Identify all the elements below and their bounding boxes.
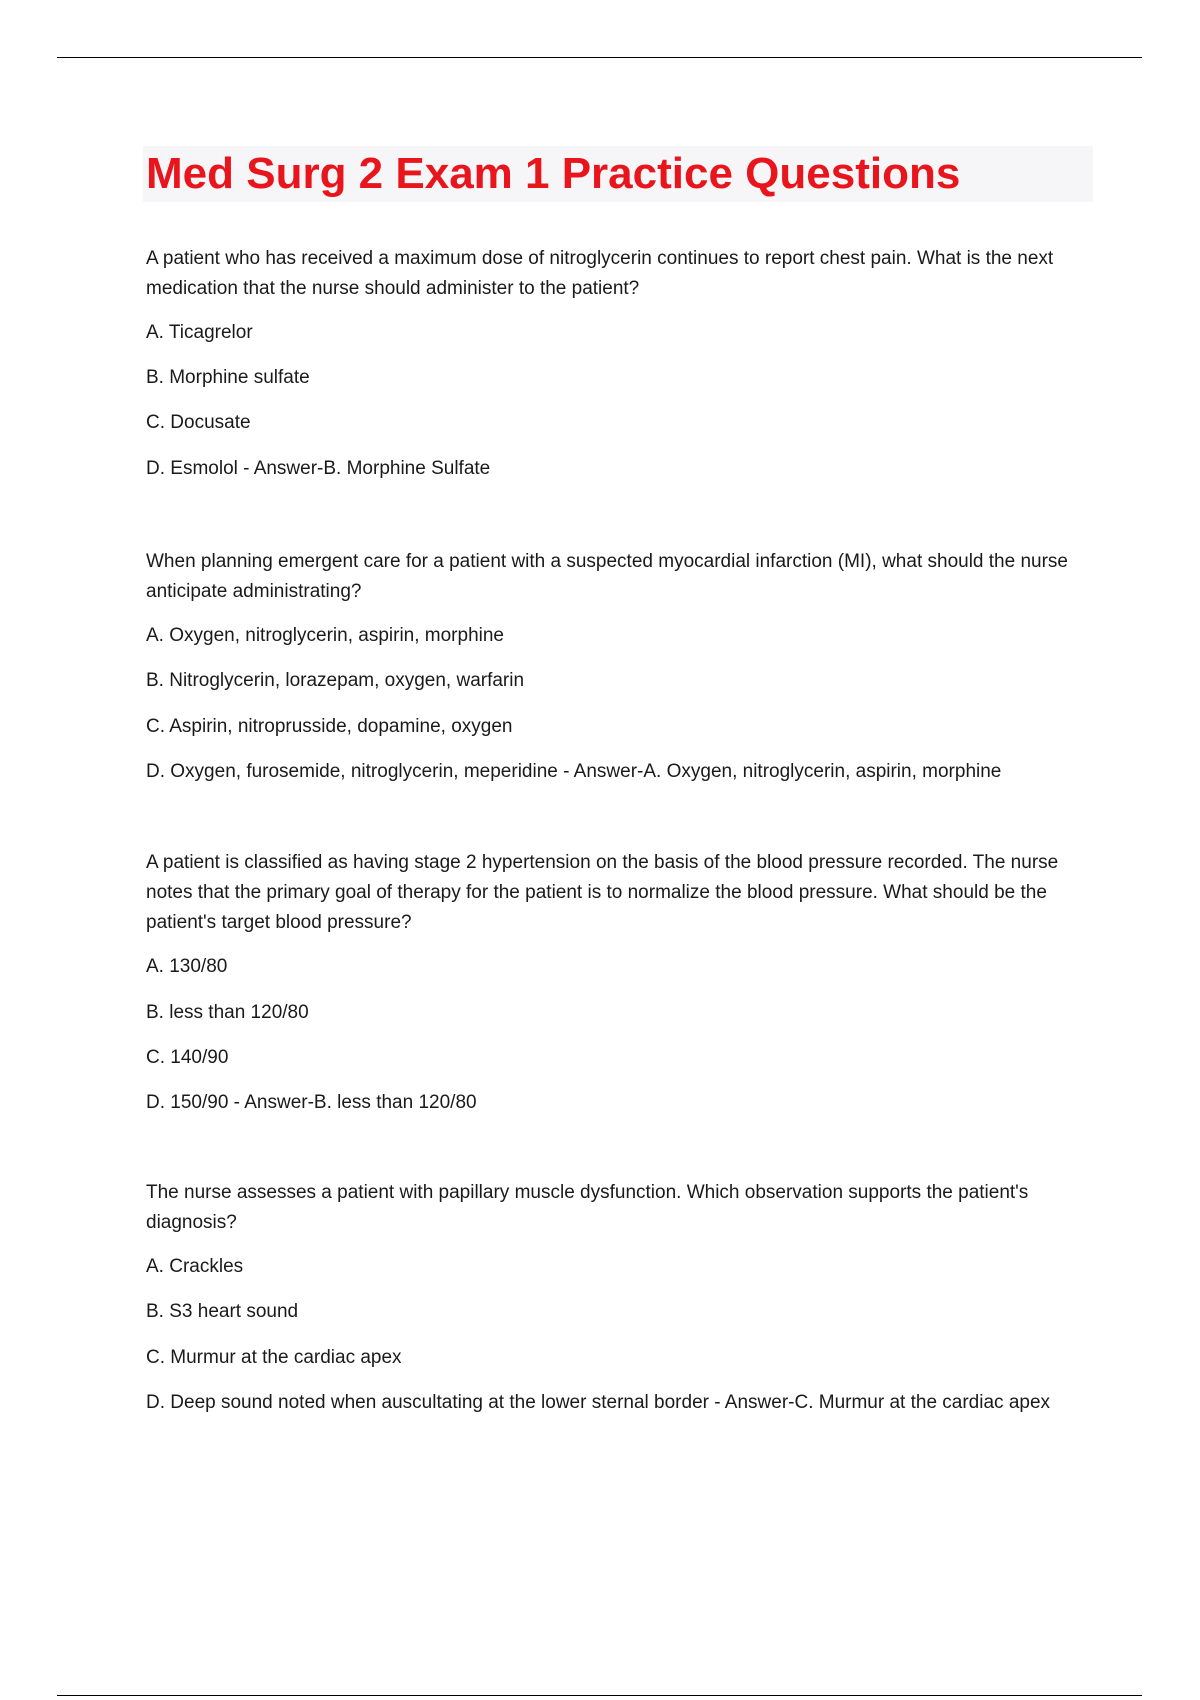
question-2-option-d-answer: D. Oxygen, furosemide, nitroglycerin, meperidine - Answer-A. Oxygen, nitroglycerin, aspirin, morphine	[146, 761, 1002, 782]
question-3-option-b: B. less than 120/80	[146, 1002, 309, 1023]
question-2-option-b: B. Nitroglycerin, lorazepam, oxygen, warfarin	[146, 670, 525, 691]
question-1	[146, 244, 1092, 479]
question-1-text: A patient who has received a maximum dose of nitroglycerin continues to report chest pain. What is the next medication that the nurse should administer to the patient?	[146, 248, 1054, 299]
question-3-option-d-answer: D. 150/90 - Answer-B. less than 120/80	[146, 1092, 477, 1113]
question-4	[146, 1178, 1092, 1413]
question-3-option-a: A. 130/80	[146, 956, 228, 977]
question-2	[146, 547, 1092, 782]
question-2-option-a: A. Oxygen, nitroglycerin, aspirin, morphine	[146, 625, 504, 646]
question-4-option-c: C. Murmur at the cardiac apex	[146, 1347, 402, 1368]
question-1-option-d-answer: D. Esmolol - Answer-B. Morphine Sulfate	[146, 458, 491, 479]
question-2-option-c: C. Aspirin, nitroprusside, dopamine, oxygen	[146, 716, 513, 737]
question-1-option-b: B. Morphine sulfate	[146, 367, 310, 388]
question-3	[146, 848, 1092, 1113]
title-band	[143, 146, 1093, 202]
document-body	[146, 146, 1092, 1413]
top-rule	[57, 57, 1142, 58]
question-1-option-c: C. Docusate	[146, 412, 251, 433]
question-4-option-a: A. Crackles	[146, 1256, 244, 1277]
question-3-option-c: C. 140/90	[146, 1047, 229, 1068]
question-4-option-d-answer: D. Deep sound noted when auscultating at the lower sternal border - Answer-C. Murmur at the cardiac apex	[146, 1392, 1051, 1413]
question-3-text: A patient is classified as having stage 2 hypertension on the basis of the blood pressure recorded. The nurse notes that the primary goal of therapy for the patient is to normalize the blood pressure. What should be the patient's target blood pressure?	[146, 852, 1059, 933]
question-4-text: The nurse assesses a patient with papillary muscle dysfunction. Which observation supports the patient's diagnosis?	[146, 1182, 1029, 1233]
question-4-option-b: B. S3 heart sound	[146, 1301, 299, 1322]
document-title: Med Surg 2 Exam 1 Practice Questions	[146, 149, 961, 198]
question-2-text: When planning emergent care for a patient with a suspected myocardial infarction (MI), what should the nurse anticipate administrating?	[146, 551, 1068, 602]
bottom-rule	[57, 1695, 1142, 1696]
question-1-option-a: A. Ticagrelor	[146, 322, 253, 343]
